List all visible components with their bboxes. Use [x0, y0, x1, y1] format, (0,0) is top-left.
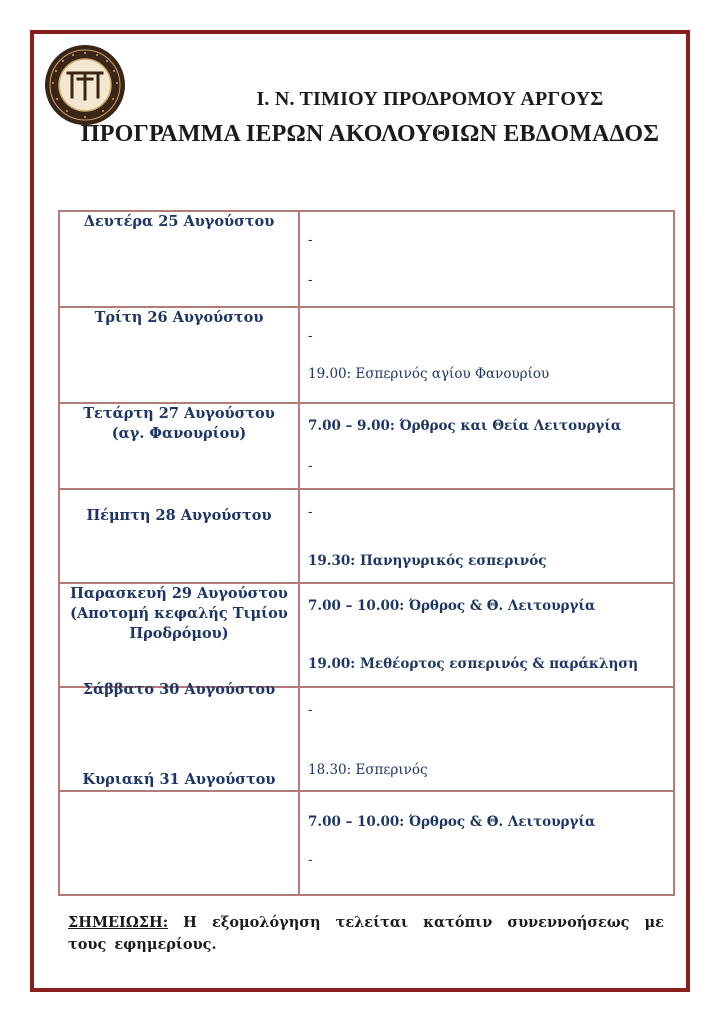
day-label: Τρίτη 26 Αυγούστου: [94, 309, 264, 326]
service-line: 7.00 – 10.00: Όρθρος & Θ. Λειτουργία: [308, 598, 596, 614]
table-row: [59, 211, 674, 307]
service-line: 7.00 – 9.00: Όρθρος και Θεία Λειτουργία: [308, 418, 622, 434]
service-line: -: [308, 504, 313, 520]
day-cell: [59, 403, 299, 489]
day-cell: [59, 489, 299, 583]
service-line: -: [308, 232, 313, 248]
day-cell: [59, 771, 299, 895]
service-line: -: [308, 852, 313, 868]
note-label: ΣΗΜΕΙΩΣΗ:: [68, 914, 169, 931]
table-row: [59, 307, 674, 403]
church-seal-icon: [45, 45, 125, 125]
table-row: [59, 403, 674, 489]
service-line: 7.00 – 10.00: Όρθρος & Θ. Λειτουργία: [308, 814, 596, 830]
services-cell: [299, 211, 674, 307]
day-label: Πέμπτη 28 Αυγούστου: [86, 507, 272, 524]
church-name: Ι. Ν. ΤΙΜΙΟΥ ΠΡΟΔΡΟΜΟΥ ΑΡΓΟΥΣ: [256, 88, 604, 110]
day-label: Σάββατο 30 Αυγούστου: [82, 681, 276, 698]
service-line: 19.00: Εσπερινός αγίου Φανουρίου: [308, 366, 550, 382]
services-cell: [299, 687, 674, 791]
day-label: Δευτέρα 25 Αυγούστου: [83, 213, 275, 230]
table-row: [59, 791, 674, 895]
services-cell: [299, 403, 674, 489]
header: [80, 88, 670, 148]
day-label: Παρασκευή 29 Αυγούστου: [70, 585, 288, 602]
table-row: [59, 489, 674, 583]
schedule-table: [58, 210, 675, 896]
feast-label: (αγ. Φανουρίου): [111, 425, 247, 442]
service-line: 18.30: Εσπερινός: [308, 762, 428, 778]
service-line: -: [308, 272, 313, 288]
services-cell: [299, 307, 674, 403]
day-cell: [59, 307, 299, 403]
day-label: Τετάρτη 27 Αυγούστου: [83, 405, 275, 422]
service-line: -: [308, 702, 313, 718]
note-text: Η εξομολόγηση τελείται κατόπιν συνεννοήσεως με τους εφημερίους.: [68, 914, 664, 953]
note: [68, 912, 664, 956]
table-row: [59, 583, 674, 687]
services-cell: [299, 489, 674, 583]
day-cell: [59, 211, 299, 307]
page-title: ΠΡΟΓΡΑΜΜΑ ΙΕΡΩΝ ΑΚΟΛΟΥΘΙΩΝ ΕΒΔΟΜΑΔΟΣ: [80, 121, 660, 147]
day-cell: [59, 583, 299, 687]
service-line: 19.30: Πανηγυρικός εσπερινός: [308, 553, 547, 569]
service-line: -: [308, 328, 313, 344]
feast-label: (Αποτομή κεφαλής Τιμίου Προδρόμου): [70, 605, 288, 642]
services-cell: [299, 791, 674, 895]
service-line: 19.00: Μεθέορτος εσπερινός & παράκληση: [308, 656, 639, 672]
service-line: -: [308, 458, 313, 474]
services-cell: [299, 583, 674, 687]
day-label: Κυριακή 31 Αυγούστου: [82, 771, 276, 788]
